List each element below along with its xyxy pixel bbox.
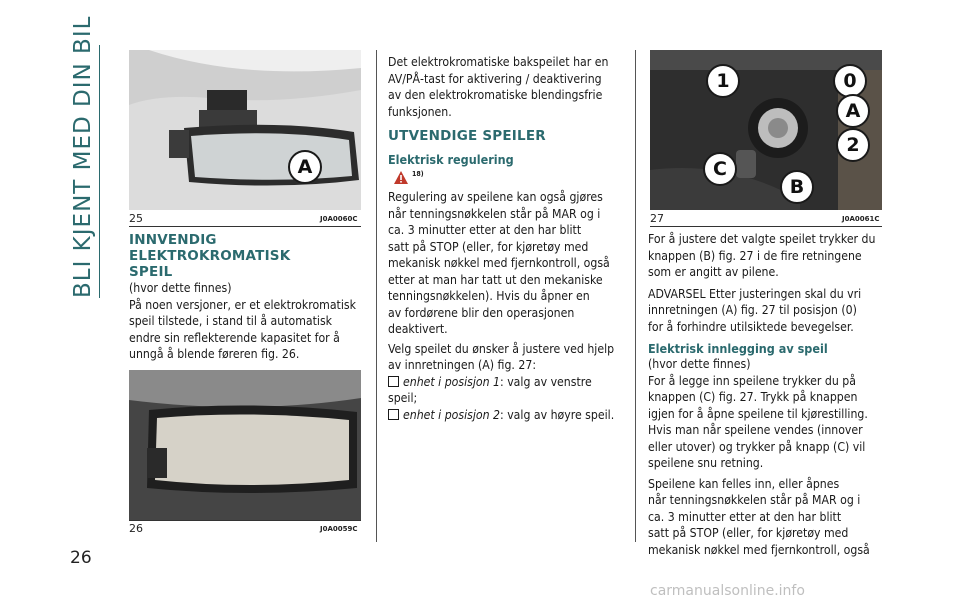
paragraph-select-mirror: Velg speilet du ønsker å justere ved hjelp av innretningen (A) fig. 27:: [388, 341, 615, 372]
paragraph-warning: ADVARSEL Etter justeringen skal du vri innretningen (A) fig. 27 til posisjon (0) for å forhindre utilsiktede bevegelser.: [648, 286, 862, 334]
paragraph-adjust-conditions: Regulering av speilene kan også gjøres når tenningsnøkkelen står på MAR og i ca. 3 minutter etter at den har blitt satt på STOP (eller, for kjøretøy med mekanisk nøkkel med fjernkontroll, også etter at man har tatt ut den mekaniske tenningsnøkkelen). Hvis du åpner en av fordørene blir den operasjonen deaktivert.: [388, 190, 610, 336]
figure-27-callout-0: 0: [833, 64, 867, 98]
warning-reference: 18): [412, 170, 424, 178]
figure-26-image: [129, 370, 361, 520]
column-3: [648, 231, 888, 558]
paragraph-mirror-button: Det elektrokromatiske bakspeilet har en AV/PÅ-tast for aktivering / deaktivering av den elektrokromatiske blendingsfrie funksjonen.: [388, 55, 609, 119]
figure-25-callout-a: A: [288, 150, 322, 184]
figure-27-callout-b: B: [780, 170, 814, 204]
figure-27-number: 27: [650, 212, 664, 225]
figure-27-callout-1: 1: [706, 64, 740, 98]
figure-27-callout-c: C: [703, 152, 737, 186]
subheading-electric-adjustment: Elektrisk regulering: [388, 152, 514, 167]
bullet-icon: [388, 376, 399, 387]
figure-25-rule: [129, 226, 361, 227]
paragraph-folding: For å legge inn speilene trykker du på knappen (C) fig. 27. Trykk på knappen igjen for å åpne speilene til kjørestilling. Hvis man når speilene vendes (innover eller utover) og trykker på knapp (C) vil speilene snu retning.: [648, 373, 868, 470]
column-1: [129, 232, 364, 363]
availability-note-2: (hvor dette finnes): [648, 357, 751, 371]
column-divider-2: [635, 50, 636, 542]
paragraph-electrochromic: På noen versjoner, er et elektrokromatisk speil tilstede, i stand til å automatisk endre sin reflekterende kapasitet for å unngå å blende føreren fig. 26.: [129, 297, 356, 361]
list-item-position-2: enhet i posisjon 2: valg av høyre speil.: [388, 407, 628, 424]
subheading-power-folding: Elektrisk innlegging av speil: [648, 341, 828, 356]
column-2: [388, 54, 628, 423]
figure-26-code: J0A0059C: [320, 525, 358, 533]
list-item-position-1: enhet i posisjon 1: valg av venstre speil;: [388, 374, 592, 405]
figure-25-number: 25: [129, 212, 143, 225]
warning-row: [388, 167, 628, 189]
figure-27-callout-a: A: [836, 94, 870, 128]
figure-25-image: [129, 50, 361, 210]
side-rule: [99, 45, 100, 298]
figure-26-number: 26: [129, 522, 143, 535]
paragraph-folding-conditions: Speilene kan felles inn, eller åpnes når tenningsnøkkelen står på MAR og i ca. 3 minutter etter at den har blitt satt på STOP (eller, for kjøretøy med mekanisk nøkkel med fjernkontroll, også: [648, 476, 870, 557]
paragraph-adjust-button-b: For å justere det valgte speilet trykker du knappen (B) fig. 27 i de fire retningene som er angitt av pilene.: [648, 232, 876, 279]
figure-27-code: J0A0061C: [842, 215, 880, 223]
watermark: carmanualsonline.info: [650, 583, 805, 599]
figure-27-callout-2: 2: [836, 128, 870, 162]
availability-note: (hvor dette finnes): [129, 281, 232, 295]
column-divider-1: [376, 50, 377, 542]
heading-exterior-mirrors: UTVENDIGE SPEILER: [388, 128, 546, 144]
figure-26-rule: [129, 520, 361, 521]
bullet-icon: [388, 409, 399, 420]
heading-interior-mirror: INNVENDIG ELEKTROKROMATISK SPEIL: [129, 232, 291, 280]
figure-27-rule: [650, 226, 882, 227]
warning-triangle-icon: [394, 171, 408, 184]
figure-25-code: J0A0060C: [320, 215, 358, 223]
chapter-side-title: BLI KJENT MED DIN BIL: [70, 15, 96, 298]
page-number: 26: [70, 548, 92, 568]
